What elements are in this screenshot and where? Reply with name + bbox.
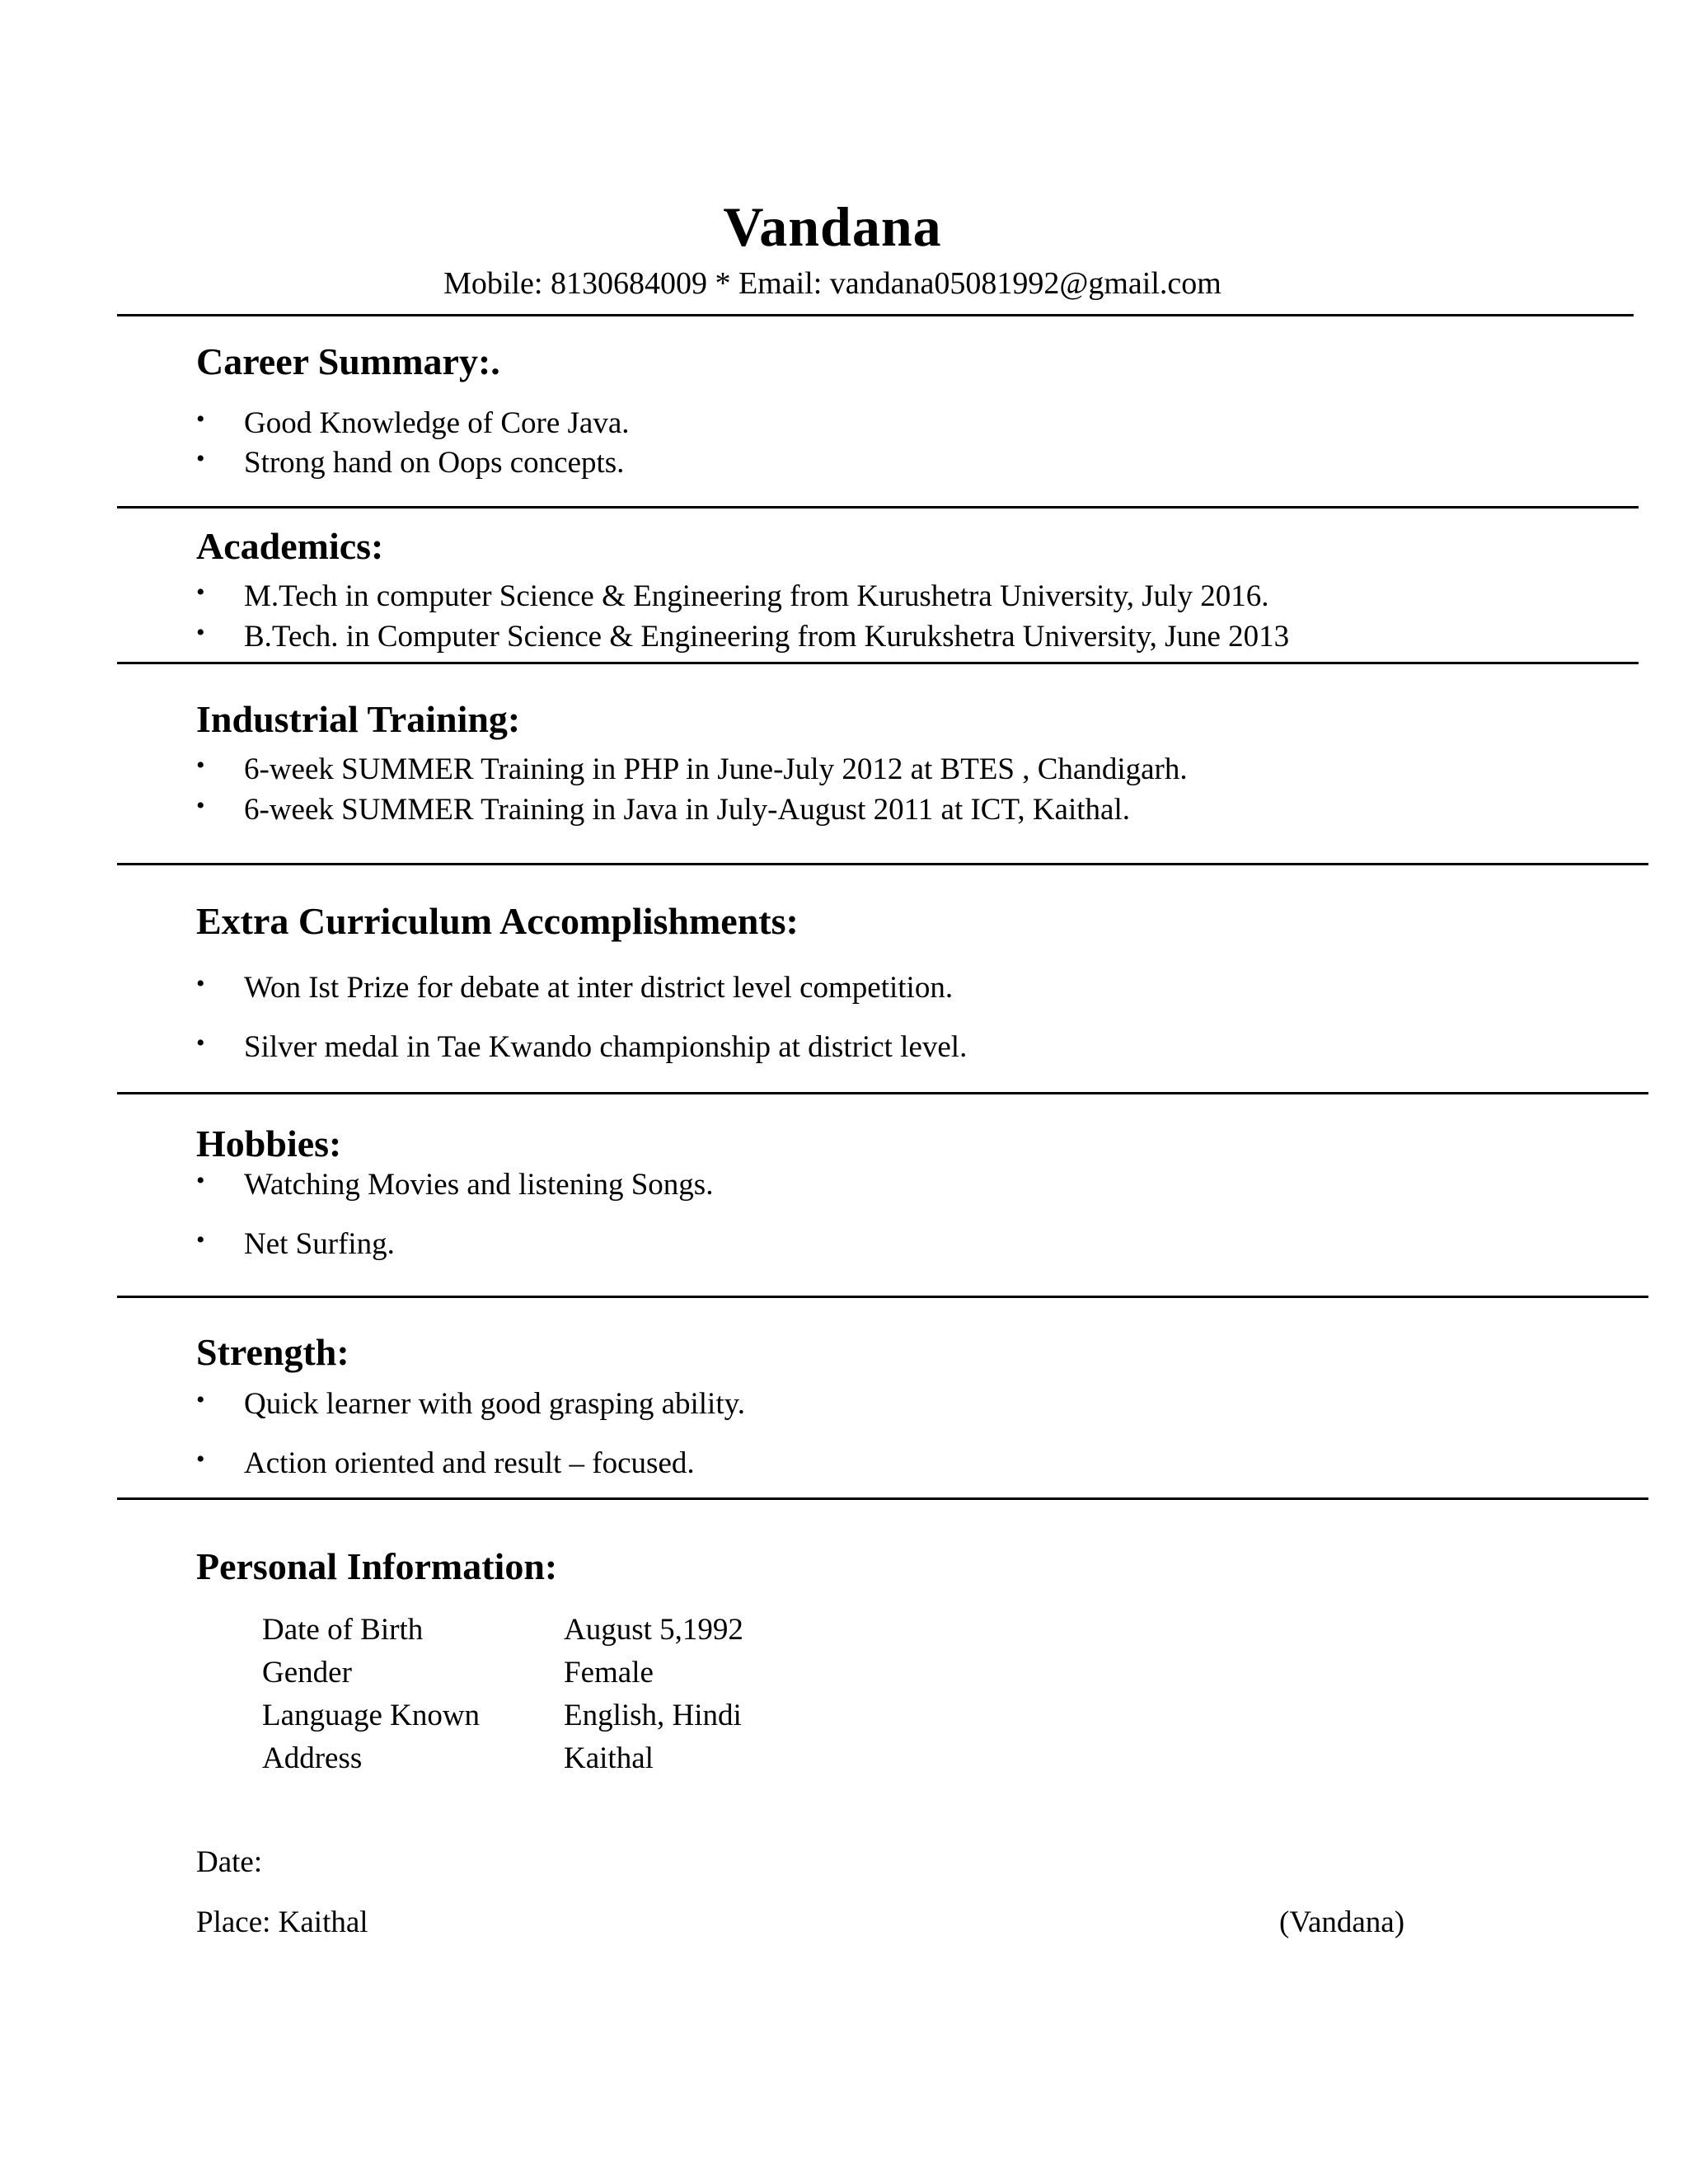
list-item-text: 6-week SUMMER Training in Java in July-August 2011 at ICT, Kaithal. — [244, 793, 1130, 827]
bullet-icon: • — [196, 1167, 205, 1194]
bullet-icon: • — [196, 970, 205, 997]
bullet-icon: • — [196, 1226, 205, 1254]
bullet-icon: • — [196, 1386, 205, 1413]
list-item — [196, 1029, 968, 1065]
list-item — [196, 405, 630, 441]
list-item — [196, 1226, 395, 1262]
info-label: Gender — [262, 1656, 352, 1690]
bullet-icon: • — [196, 619, 205, 646]
divider — [117, 1092, 1648, 1094]
section-heading-academics: Academics: — [196, 525, 384, 567]
info-label: Language Known — [262, 1699, 481, 1732]
divider — [117, 863, 1648, 865]
bullet-icon: • — [196, 579, 205, 606]
list-item-text: Net Surfing. — [244, 1227, 395, 1261]
list-item-text: Action oriented and result – focused. — [244, 1446, 695, 1480]
bullet-icon: • — [196, 1446, 205, 1473]
date-label: Date: — [196, 1845, 263, 1879]
divider — [117, 506, 1639, 509]
resume-name: Vandana — [723, 195, 942, 258]
list-item — [196, 1386, 745, 1422]
bullet-icon: • — [196, 792, 205, 819]
list-item — [196, 792, 1130, 827]
list-item — [196, 752, 1188, 787]
info-value: English, Hindi — [564, 1699, 742, 1732]
info-value: Female — [564, 1656, 654, 1690]
list-item-text: B.Tech. in Computer Science & Engineering from Kurukshetra University, June 2013 — [244, 620, 1290, 654]
section-heading-extra-curriculum: Extra Curriculum Accomplishments: — [196, 900, 799, 942]
list-item-text: Watching Movies and listening Songs. — [244, 1168, 714, 1202]
bullet-icon: • — [196, 752, 205, 779]
section-heading-strength: Strength: — [196, 1331, 349, 1373]
section-heading-industrial-training: Industrial Training: — [196, 698, 521, 740]
list-item — [196, 970, 954, 1005]
list-item — [196, 445, 625, 480]
bullet-icon: • — [196, 445, 205, 472]
list-item-text: Quick learner with good grasping ability. — [244, 1387, 745, 1421]
divider — [117, 1296, 1648, 1298]
divider — [117, 662, 1639, 664]
signature-name: (Vandana) — [1279, 1905, 1405, 1939]
list-item — [196, 1167, 714, 1202]
list-item-text: 6-week SUMMER Training in PHP in June-July 2012 at BTES , Chandigarh. — [244, 752, 1188, 786]
list-item-text: Strong hand on Oops concepts. — [244, 446, 625, 480]
info-value: August 5,1992 — [564, 1613, 743, 1647]
contact-line: Mobile: 8130684009 * Email: vandana05081992@gmail.com — [443, 266, 1221, 301]
list-item — [196, 1446, 695, 1481]
divider — [117, 1497, 1648, 1500]
bullet-icon: • — [196, 405, 205, 433]
bullet-icon: • — [196, 1029, 205, 1057]
section-heading-personal-information: Personal Information: — [196, 1545, 558, 1587]
info-label: Address — [262, 1741, 363, 1775]
list-item-text: Good Knowledge of Core Java. — [244, 406, 630, 440]
place-text: Place: Kaithal — [196, 1905, 368, 1939]
list-item — [196, 619, 1290, 654]
list-item-text: M.Tech in computer Science & Engineering from Kurushetra University, July 2016. — [244, 579, 1269, 613]
info-label: Date of Birth — [262, 1613, 424, 1647]
list-item-text: Silver medal in Tae Kwando championship at district level. — [244, 1030, 968, 1064]
section-heading-career-summary: Career Summary:. — [196, 340, 500, 382]
info-value: Kaithal — [564, 1741, 654, 1775]
list-item-text: Won Ist Prize for debate at inter district level competition. — [244, 971, 954, 1005]
divider — [117, 314, 1634, 316]
list-item — [196, 579, 1269, 614]
section-heading-hobbies: Hobbies: — [196, 1122, 342, 1165]
